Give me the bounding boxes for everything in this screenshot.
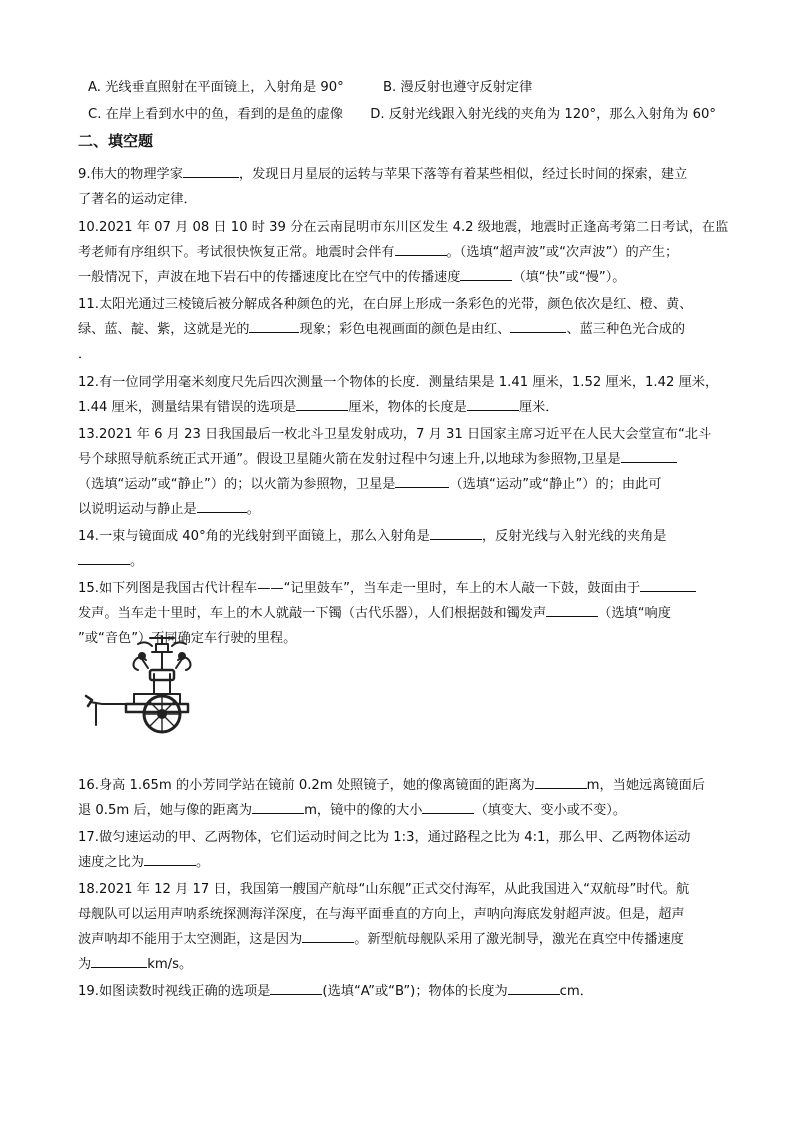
answer-blank[interactable] xyxy=(91,953,147,968)
answer-blank[interactable] xyxy=(144,851,196,866)
q8-option-a[interactable]: A. 光线垂直照射在平面镜上，入射角是 90° xyxy=(88,80,344,95)
answer-blank[interactable] xyxy=(183,163,239,178)
section-title-fill-in: 二、填空题 xyxy=(78,132,154,150)
answer-blank[interactable] xyxy=(249,318,299,333)
answer-blank[interactable] xyxy=(197,498,247,513)
answer-blank[interactable] xyxy=(252,799,304,814)
question-18: 18.2021 年 12 月 17 日，我国第一艘国产航母“山东舰”正式交付海军，从此我国进入“双航母”时代。航 母舰队可以运用声呐系统探测海洋深度，在与海平面垂直的方向上，声呐向海底发射超声波。但是，超声 波声呐却不能用于太空测距，这是因为 。新型航母舰队采用了激光制导，激光在真空中传播速度 为 km/s。 xyxy=(78,882,690,972)
question-19: 19.如图读数时视线正确的选项是 (选填“A”或“B”)；物体的长度为 cm． xyxy=(78,979,716,1004)
answer-blank[interactable] xyxy=(510,318,566,333)
question-10: 10.2021 年 07 月 08 日 10 时 39 分在云南昆明市东川区发生 4.2 级地震，地震时正逢高考第二日考试，在监 考老师有序组织下。考试很快恢复正常。地震时会伴有 。（选填“超声波”或“次声波”）的产生； 一般情况下，声波在地下岩石中的传播速度比在空气中的传播速度 （填“快”或“慢”）。 xyxy=(78,220,729,285)
q8-option-c[interactable]: C. 在岸上看到水中的鱼，看到的是鱼的虚像 xyxy=(88,107,343,122)
question-11: 11.太阳光通过三棱镜后被分解成各种颜色的光，在白屏上形成一条彩色的光带，颜色依次是红、橙、黄、 绿、蓝、靛、紫，这就是光的 现象；彩色电视画面的颜色是由红、 、蓝三种色光合成的 ． xyxy=(78,297,693,362)
question-14: 14.一束与镜面成 40°角的光线射到平面镜上，那么入射角是 ，反射光线与入射光线的夹角是 。 xyxy=(78,524,716,574)
answer-blank[interactable] xyxy=(395,473,449,488)
answer-blank[interactable] xyxy=(78,550,130,565)
q8-option-d[interactable]: D. 反射光线跟入射光线的夹角为 120°，那么入射角为 60° xyxy=(370,107,716,122)
answer-blank[interactable] xyxy=(508,980,560,995)
answer-blank[interactable] xyxy=(270,980,322,995)
question-12: 12.有一位同学用毫米刻度尺先后四次测量一个物体的长度．测量结果是 1.41 厘米，1.52 厘米，1.42 厘米， 1.44 厘米，测量结果有错误的选项是 厘米，物体的长度是 厘米． xyxy=(78,375,719,415)
answer-blank[interactable] xyxy=(546,602,598,617)
q8-options-row-2 xyxy=(78,101,716,128)
answer-blank[interactable] xyxy=(395,241,447,256)
answer-blank[interactable] xyxy=(535,774,587,789)
question-17: 17.做匀速运动的甲、乙两物体，它们运动时间之比为 1:3，通过路程之比为 4:1，那么甲、乙两物体运动 速度之比为 。 xyxy=(78,830,691,870)
question-9: 9.伟大的物理学家 ，发现日月星辰的运转与苹果下落等有着某些相似，经过长时间的探索，建立 了著名的运动定律． xyxy=(78,162,716,212)
q8-option-b[interactable]: B. 漫反射也遵守反射定律 xyxy=(383,80,533,95)
question-16: 16.身高 1.65m 的小芳同学站在镜前 0.2m 处照镜子，她的像离镜面的距离为 m，当她远离镜面后 退 0.5m 后，她与像的距离为 m，镜中的像的大小 （填变大、变小或不变）。 xyxy=(78,773,716,823)
answer-blank[interactable] xyxy=(422,799,474,814)
answer-blank[interactable] xyxy=(460,266,512,281)
answer-blank[interactable] xyxy=(640,577,696,592)
answer-blank[interactable] xyxy=(467,396,519,411)
question-13: 13.2021 年 6 月 23 日我国最后一枚北斗卫星发射成功，7 月 31 日国家主席习近平在人民大会堂宣布“北斗 号个球照导航系统正式开通”。假设卫星随火箭在发射过程中匀速上升,以地球为参照物,卫星是 （选填“运动”或“静止”）的；以火箭为参照物，卫星是 （选填“运动”或“静止”）的；由此可 以说明运动与静止是 。 xyxy=(78,427,712,517)
answer-blank[interactable] xyxy=(621,448,677,463)
answer-blank[interactable] xyxy=(296,396,348,411)
q8-options-row-1 xyxy=(78,74,716,101)
question-15: 15.如下列图是我国古代计程车——“记里鼓车”，当车走一里时，车上的木人敲一下鼓，鼓面由于 发声。当车走十里时，车上的木人就敲一下镯（古代乐器），人们根据鼓和镯发声 （选填“响度 ”或“音色”）不同确定车行驶的里程。 xyxy=(78,576,716,651)
drum-chariot-figure xyxy=(76,630,206,735)
answer-blank[interactable] xyxy=(430,525,482,540)
answer-blank[interactable] xyxy=(302,928,354,943)
